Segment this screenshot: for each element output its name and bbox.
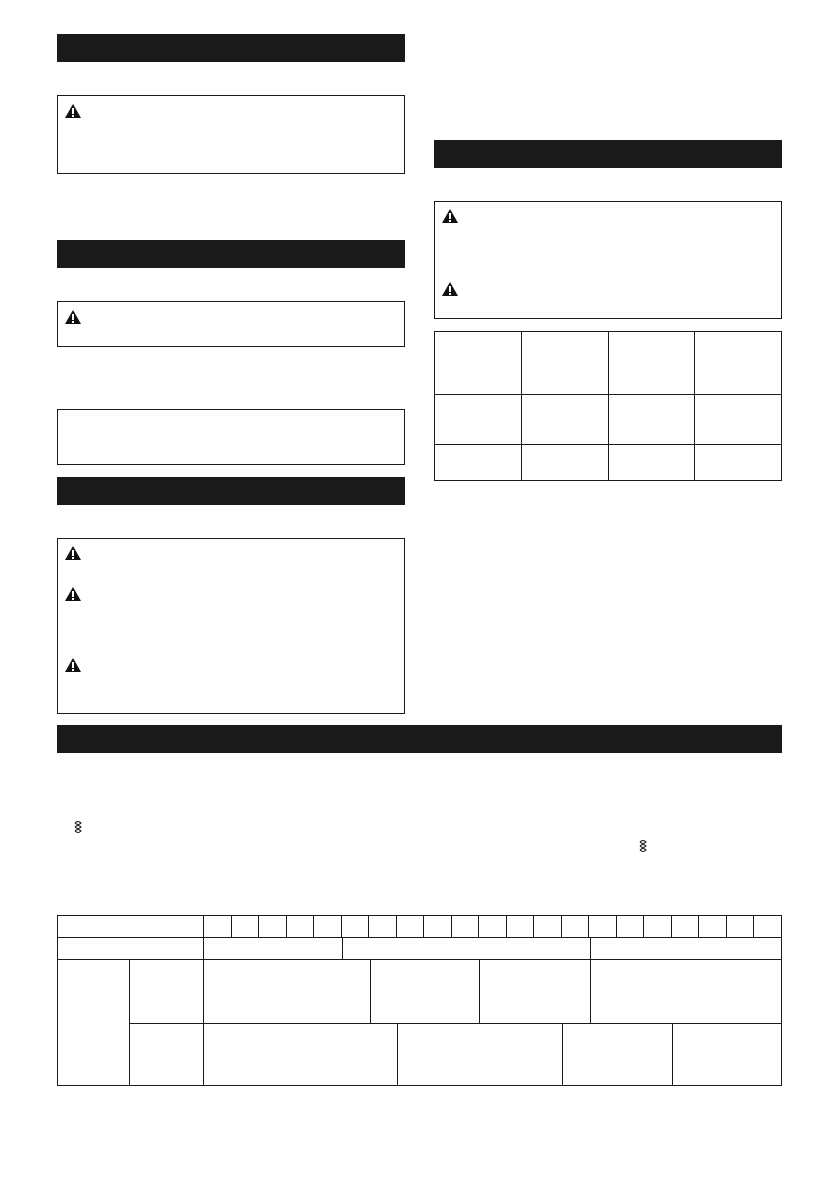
table-rule (58, 959, 781, 960)
table-cell (695, 445, 782, 481)
table-cell (435, 332, 522, 395)
section-heading-bar-3 (57, 477, 405, 505)
table-rule (423, 916, 424, 937)
table-rule (478, 916, 479, 937)
spring-coil-icon (74, 821, 82, 835)
table-cell (435, 395, 522, 445)
warning-triangle-icon (65, 310, 81, 324)
warning-box-3 (57, 538, 405, 714)
warning-box-2 (57, 301, 405, 347)
table-rule (231, 916, 232, 937)
table-rule (396, 916, 397, 937)
table-rule (672, 1023, 673, 1085)
table-rule (561, 916, 562, 937)
table-rule (258, 916, 259, 937)
table-rule (616, 916, 617, 937)
table-rule (562, 1023, 563, 1085)
spec-table-small (434, 331, 782, 481)
warning-triangle-icon (65, 658, 81, 672)
table-rule (533, 916, 534, 937)
table-rule (397, 1023, 398, 1085)
table-rule (506, 916, 507, 937)
table-rule (698, 916, 699, 937)
table-cell (521, 445, 608, 481)
section-heading-bar-1 (57, 34, 405, 62)
note-box (57, 409, 405, 465)
warning-triangle-icon (65, 104, 81, 118)
table-rule (451, 916, 452, 937)
table-rule (368, 916, 369, 937)
table-rule (588, 916, 589, 937)
table-rule (203, 916, 204, 1085)
warning-triangle-icon (442, 282, 458, 296)
section-heading-bar-4 (434, 140, 782, 168)
table-rule (479, 959, 480, 1023)
header-cells (203, 916, 781, 937)
warning-triangle-icon (65, 587, 81, 601)
spec-table-large (57, 915, 782, 1086)
table-rule (753, 916, 754, 937)
table-cell (608, 332, 695, 395)
section-heading-bar-2 (57, 240, 405, 268)
table-rule (590, 937, 591, 959)
table-cell (435, 445, 522, 481)
table-cell (695, 332, 782, 395)
table-rule (671, 916, 672, 937)
warning-box-4 (434, 201, 782, 319)
warning-triangle-icon (65, 546, 81, 560)
table-rule (341, 916, 342, 937)
warning-triangle-icon (442, 209, 458, 223)
table-rule (286, 916, 287, 937)
table-rule (129, 959, 130, 1085)
table-rule (58, 937, 781, 938)
table-cell (695, 395, 782, 445)
table-cell (608, 445, 695, 481)
table-rule (590, 959, 591, 1023)
table-cell (521, 395, 608, 445)
section-heading-bar-5 (57, 725, 782, 753)
table-rule (643, 916, 644, 937)
table-rule (342, 937, 343, 959)
table-rule (129, 1023, 781, 1024)
warning-box-1 (57, 95, 405, 174)
table-rule (313, 916, 314, 937)
table-rule (370, 959, 371, 1023)
table-cell (608, 395, 695, 445)
spring-coil-icon (639, 840, 647, 854)
table-cell (521, 332, 608, 395)
table-rule (726, 916, 727, 937)
